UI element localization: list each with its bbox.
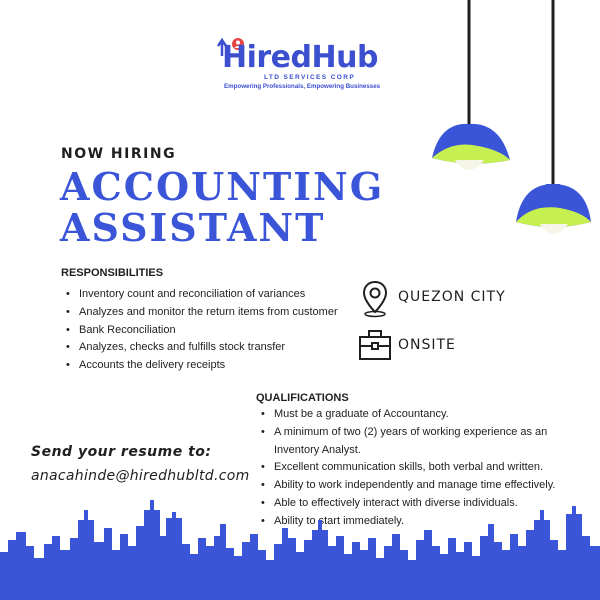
lamp-left (432, 0, 510, 170)
responsibilities-heading: RESPONSIBILITIES (61, 267, 164, 279)
logo-wordmark: HiredHub (222, 40, 378, 75)
city-skyline (0, 480, 600, 600)
qualifications-heading: QUALIFICATIONS (256, 392, 349, 404)
list-item: • Able to effectively interact with diverse individuals. (260, 495, 590, 513)
location-info (360, 279, 560, 319)
list-item-continuation: Inventory Analyst. (274, 443, 361, 456)
list-item: • Analyzes, checks and fulfills stock transfer (65, 339, 338, 357)
list-item: • Bank Reconciliation (65, 322, 338, 340)
work-setup-info (358, 328, 558, 364)
work-setup-text: ONSITE (398, 337, 456, 353)
map-pin-icon (360, 279, 390, 319)
list-item: • Must be a graduate of Accountancy. (260, 406, 590, 424)
list-item: • A minimum of two (2) years of working experience as an (260, 424, 590, 442)
list-item: • Inventory count and reconciliation of variances (65, 286, 338, 304)
job-title-line-1: ACCOUNTING (60, 164, 385, 209)
logo-tagline: Empowering Professionals, Empowering Businesses (224, 83, 381, 90)
resume-prompt: Send your resume to: (31, 444, 212, 460)
responsibilities-list (65, 286, 338, 375)
briefcase-icon (358, 328, 392, 362)
list-item: • Analyzes and monitor the return items from customer (65, 304, 338, 322)
list-item: • Excellent communication skills, both verbal and written. (260, 459, 590, 477)
list-item: • Ability to work independently and manage time effectively. (260, 477, 590, 495)
contact-email[interactable]: anacahinde@hiredhubltd.com (31, 468, 250, 484)
job-title (60, 166, 384, 248)
list-item: • Accounts the delivery receipts (65, 357, 338, 375)
now-hiring-label: NOW HIRING (61, 146, 177, 162)
location-text: QUEZON CITY (398, 289, 506, 305)
logo-subtitle: LTD SERVICES CORP (264, 74, 356, 81)
list-item: • Ability to start immediately. (260, 513, 590, 531)
lamp-right (516, 0, 591, 234)
job-title-line-2: ASSISTANT (60, 205, 326, 250)
